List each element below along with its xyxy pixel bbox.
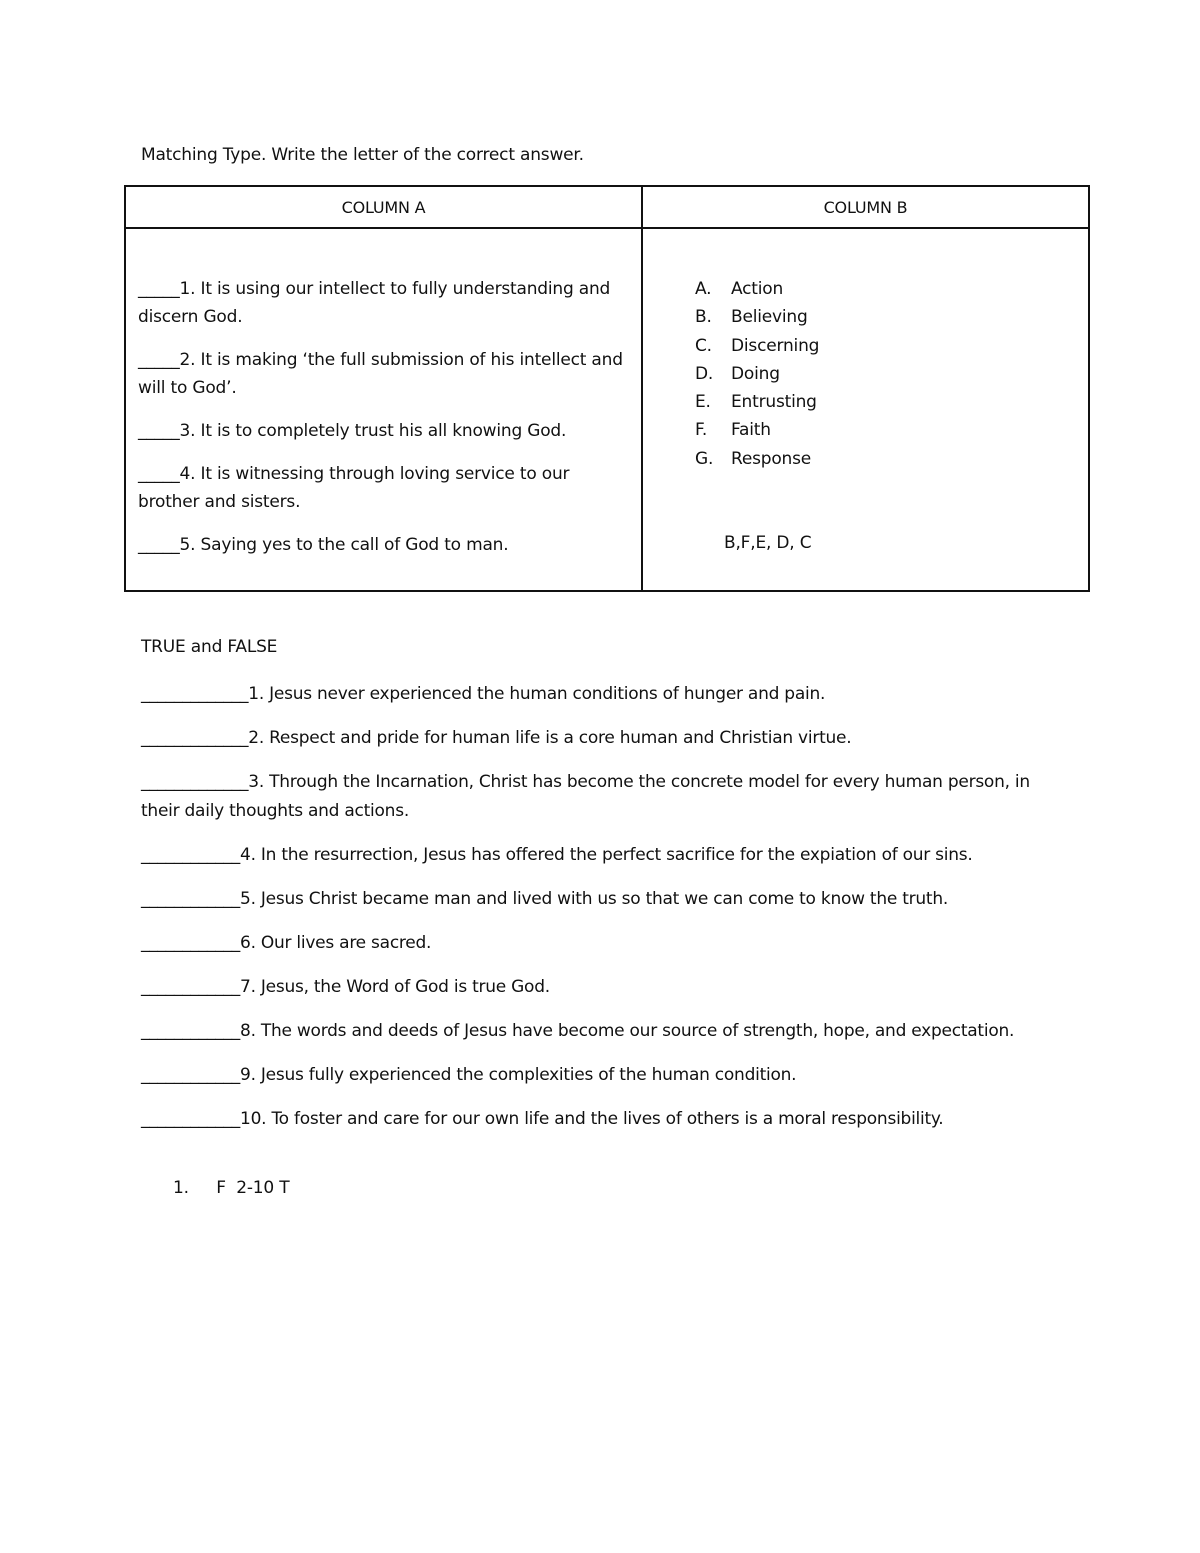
- tf-item-2: _____________2. Respect and pride for human life is a core human and Christian virtue.: [141, 728, 852, 748]
- choice-text: Action: [731, 279, 784, 299]
- true-false-list: [141, 680, 1061, 1149]
- matching-instruction: Matching Type. Write the letter of the correct answer.: [141, 145, 584, 165]
- choice-e: [695, 388, 1078, 416]
- choice-letter: D.: [695, 363, 714, 384]
- column-a-cell: [125, 228, 642, 591]
- choice-a: [695, 275, 1078, 303]
- tf-item-5: ____________5. Jesus Christ became man and lived with us so that we can come to know the truth.: [141, 889, 949, 909]
- matching-question-1: _____1. It is using our intellect to fully understanding and discern God.: [138, 279, 611, 327]
- choice-b: [695, 303, 1078, 331]
- matching-body-row: [125, 228, 1089, 591]
- choice-letter: C.: [695, 335, 712, 356]
- true-false-heading: TRUE and FALSE: [141, 637, 278, 657]
- choice-text: Discerning: [731, 335, 820, 356]
- matching-question-4: _____4. It is witnessing through loving service to our brother and sisters.: [138, 464, 570, 512]
- true-false-answer: [173, 1178, 289, 1198]
- column-a-header: COLUMN A: [125, 186, 642, 228]
- matching-table: [124, 185, 1090, 592]
- tf-item-1: _____________1. Jesus never experienced the human conditions of hunger and pain.: [141, 684, 826, 704]
- choice-g: [695, 445, 1078, 473]
- tf-item-8: ____________8. The words and deeds of Jesus have become our source of strength, hope, and expectation.: [141, 1021, 1015, 1041]
- choice-f: [695, 416, 1078, 444]
- choice-letter: E.: [695, 392, 711, 413]
- tf-item-7: ____________7. Jesus, the Word of God is true God.: [141, 977, 550, 997]
- choice-letter: B.: [695, 307, 712, 328]
- matching-question-2: _____2. It is making ‘the full submission of his intellect and will to God’.: [138, 350, 623, 398]
- choice-text: Doing: [731, 363, 780, 384]
- matching-answer-key: B,F,E, D, C: [724, 533, 812, 554]
- answer-list-number: 1.: [173, 1178, 189, 1198]
- tf-item-9: ____________9. Jesus fully experienced the complexities of the human condition.: [141, 1065, 797, 1085]
- choice-c: [695, 332, 1078, 360]
- answer-list-text: F 2-10 T: [216, 1178, 290, 1198]
- tf-item-4: ____________4. In the resurrection, Jesus has offered the perfect sacrifice for the expiation of our sins.: [141, 845, 973, 865]
- choice-letter: F.: [695, 420, 708, 441]
- matching-header-row: [125, 186, 1089, 228]
- choice-letter: A.: [695, 279, 712, 299]
- matching-question-3: _____3. It is to completely trust his all knowing God.: [138, 421, 567, 441]
- choice-d: [695, 360, 1078, 388]
- column-b-cell: [642, 228, 1089, 591]
- tf-item-10: ____________10. To foster and care for our own life and the lives of others is a moral responsibility.: [141, 1109, 944, 1129]
- tf-item-6: ____________6. Our lives are sacred.: [141, 933, 432, 953]
- choice-text: Faith: [731, 420, 771, 441]
- matching-question-5: _____5. Saying yes to the call of God to man.: [138, 535, 509, 555]
- column-b-header: COLUMN B: [642, 186, 1089, 228]
- choice-text: Entrusting: [731, 392, 817, 413]
- tf-item-3: _____________3. Through the Incarnation, Christ has become the concrete model for every human person, in their daily thoughts and actions.: [141, 772, 1030, 821]
- choice-letter: G.: [695, 448, 714, 469]
- choice-text: Response: [731, 448, 812, 469]
- choice-text: Believing: [731, 307, 808, 328]
